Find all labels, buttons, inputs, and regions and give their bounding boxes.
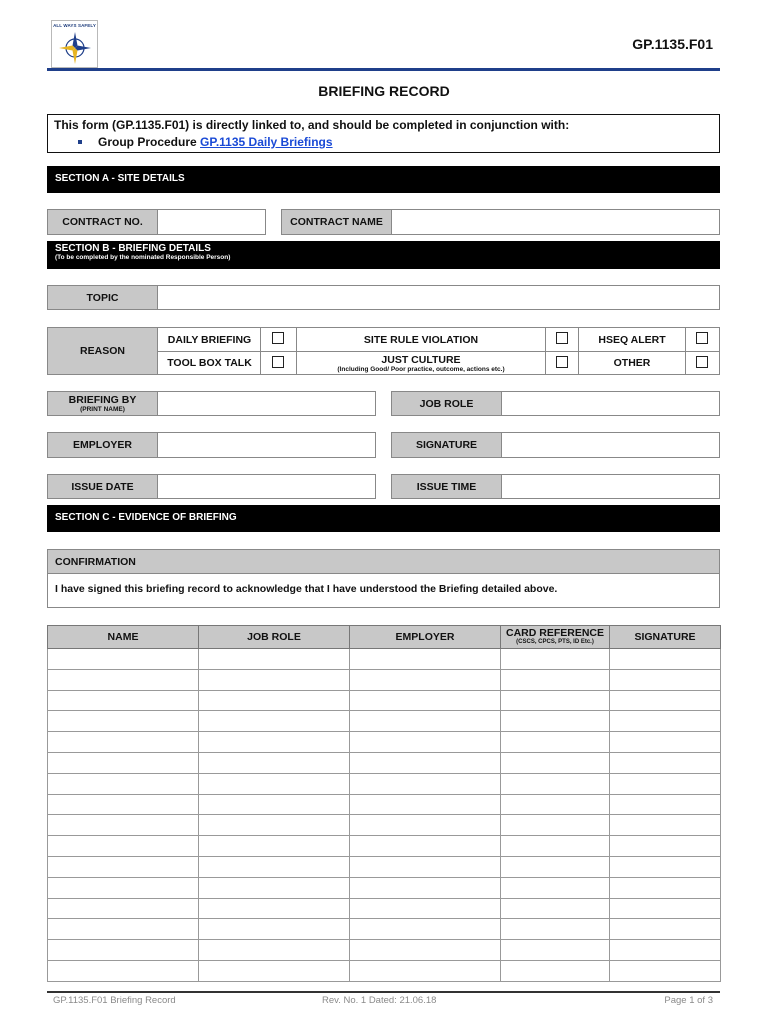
intro-bullet bbox=[78, 135, 333, 149]
document-code: GP.1135.F01 bbox=[632, 36, 713, 52]
table-cell-input[interactable] bbox=[199, 856, 350, 877]
just-culture-checkbox[interactable] bbox=[556, 356, 568, 368]
table-cell-input[interactable] bbox=[610, 732, 721, 753]
contract-no-field bbox=[47, 209, 266, 235]
table-cell-input[interactable] bbox=[199, 815, 350, 836]
contract-name-input[interactable] bbox=[392, 210, 719, 234]
table-cell-input[interactable] bbox=[48, 794, 199, 815]
table-cell-input[interactable] bbox=[199, 960, 350, 981]
table-cell-input[interactable] bbox=[48, 690, 199, 711]
table-cell-input[interactable] bbox=[610, 794, 721, 815]
footer-document-name: GP.1135.F01 Briefing Record bbox=[53, 995, 176, 1006]
table-cell-input[interactable] bbox=[501, 877, 610, 898]
table-cell-input[interactable] bbox=[501, 794, 610, 815]
contract-name-field bbox=[281, 209, 720, 235]
footer-revision: Rev. No. 1 Dated: 21.06.18 bbox=[322, 995, 437, 1006]
table-cell-input[interactable] bbox=[350, 877, 501, 898]
table-row bbox=[48, 752, 721, 773]
briefing-by-label-cell bbox=[48, 392, 158, 415]
table-cell-input[interactable] bbox=[48, 711, 199, 732]
col-job-role-header: JOB ROLE bbox=[199, 626, 350, 649]
table-cell-input[interactable] bbox=[199, 836, 350, 857]
table-cell-input[interactable] bbox=[199, 711, 350, 732]
table-cell-input[interactable] bbox=[48, 649, 199, 670]
table-cell-input[interactable] bbox=[610, 690, 721, 711]
section-b-title: SECTION B - BRIEFING DETAILS bbox=[55, 243, 211, 254]
compass-icon bbox=[58, 30, 92, 66]
table-row bbox=[48, 940, 721, 961]
table-cell-input[interactable] bbox=[501, 669, 610, 690]
table-cell-input[interactable] bbox=[48, 669, 199, 690]
job-role-field bbox=[391, 391, 720, 416]
confirmation-text: I have signed this briefing record to acknowledge that I have understood the Briefing detailed above. bbox=[55, 583, 558, 595]
confirmation-box bbox=[47, 549, 720, 608]
card-reference-label: CARD REFERENCE bbox=[505, 627, 604, 639]
attendance-table bbox=[47, 625, 721, 982]
intro-text: This form (GP.1135.F01) is directly linked to, and should be completed in conjunction with: bbox=[54, 118, 570, 132]
table-cell-input[interactable] bbox=[48, 815, 199, 836]
table-cell-input[interactable] bbox=[501, 960, 610, 981]
table-cell-input[interactable] bbox=[48, 960, 199, 981]
table-cell-input[interactable] bbox=[501, 898, 610, 919]
table-row bbox=[48, 711, 721, 732]
table-cell-input[interactable] bbox=[610, 815, 721, 836]
intro-box bbox=[47, 114, 720, 153]
table-cell-input[interactable] bbox=[199, 919, 350, 940]
table-cell-input[interactable] bbox=[501, 815, 610, 836]
table-cell-input[interactable] bbox=[48, 856, 199, 877]
table-cell-input[interactable] bbox=[350, 794, 501, 815]
col-name-header: NAME bbox=[48, 626, 199, 649]
table-cell-input[interactable] bbox=[350, 649, 501, 670]
table-cell-input[interactable] bbox=[610, 836, 721, 857]
card-reference-note: (CSCS, CPCS, PTS, ID Etc.) bbox=[516, 639, 594, 645]
table-row bbox=[48, 836, 721, 857]
signature-field bbox=[391, 432, 720, 458]
issue-time-label: ISSUE TIME bbox=[392, 475, 502, 498]
section-c-header bbox=[47, 505, 720, 532]
table-cell-input[interactable] bbox=[610, 898, 721, 919]
table-cell-input[interactable] bbox=[48, 773, 199, 794]
topic-label: TOPIC bbox=[48, 286, 158, 309]
table-cell-input[interactable] bbox=[501, 773, 610, 794]
option-just-culture bbox=[297, 352, 545, 374]
table-cell-input[interactable] bbox=[48, 752, 199, 773]
option-daily-briefing-label: DAILY BRIEFING bbox=[167, 333, 252, 346]
table-cell-input[interactable] bbox=[199, 669, 350, 690]
table-cell-input[interactable] bbox=[199, 794, 350, 815]
table-row bbox=[48, 669, 721, 690]
table-cell-input[interactable] bbox=[48, 919, 199, 940]
table-row bbox=[48, 877, 721, 898]
table-cell-input[interactable] bbox=[48, 940, 199, 961]
table-cell-input[interactable] bbox=[350, 669, 501, 690]
table-cell-input[interactable] bbox=[350, 773, 501, 794]
table-row bbox=[48, 690, 721, 711]
table-cell-input[interactable] bbox=[199, 649, 350, 670]
option-hseq-alert-label: HSEQ ALERT bbox=[598, 333, 666, 346]
job-role-input[interactable] bbox=[502, 392, 719, 415]
table-row bbox=[48, 856, 721, 877]
tool-box-talk-checkbox[interactable] bbox=[272, 356, 284, 368]
logo-text: ALL WAYS SAFELY bbox=[53, 23, 96, 28]
table-cell-input[interactable] bbox=[350, 711, 501, 732]
table-cell-input[interactable] bbox=[501, 940, 610, 961]
table-cell-input[interactable] bbox=[610, 669, 721, 690]
option-tool-box-talk-label: TOOL BOX TALK bbox=[167, 357, 252, 369]
table-row bbox=[48, 732, 721, 753]
table-row bbox=[48, 960, 721, 981]
table-cell-input[interactable] bbox=[610, 856, 721, 877]
topic-input[interactable] bbox=[158, 286, 719, 309]
reason-label: REASON bbox=[48, 328, 158, 374]
table-cell-input[interactable] bbox=[48, 898, 199, 919]
option-site-rule-violation-label: SITE RULE VIOLATION bbox=[363, 333, 479, 346]
reason-divider bbox=[260, 328, 261, 374]
section-b-header bbox=[47, 241, 720, 269]
table-cell-input[interactable] bbox=[48, 877, 199, 898]
col-signature-header: SIGNATURE bbox=[610, 626, 721, 649]
issue-date-input[interactable] bbox=[158, 475, 375, 498]
table-cell-input[interactable] bbox=[350, 836, 501, 857]
table-cell-input[interactable] bbox=[350, 898, 501, 919]
signature-label: SIGNATURE bbox=[392, 433, 502, 457]
table-cell-input[interactable] bbox=[199, 690, 350, 711]
table-cell-input[interactable] bbox=[350, 856, 501, 877]
table-cell-input[interactable] bbox=[48, 836, 199, 857]
procedure-link[interactable]: GP.1135 Daily Briefings bbox=[200, 135, 333, 149]
table-cell-input[interactable] bbox=[350, 940, 501, 961]
table-row bbox=[48, 773, 721, 794]
table-cell-input[interactable] bbox=[350, 919, 501, 940]
table-header-row bbox=[48, 626, 721, 649]
table-cell-input[interactable] bbox=[501, 690, 610, 711]
section-a-title: SECTION A - SITE DETAILS bbox=[55, 173, 185, 184]
table-cell-input[interactable] bbox=[501, 856, 610, 877]
briefing-by-field bbox=[47, 391, 376, 416]
col-card-reference-header bbox=[501, 626, 610, 649]
col-employer-header: EMPLOYER bbox=[350, 626, 501, 649]
section-c-title: SECTION C - EVIDENCE OF BRIEFING bbox=[55, 512, 237, 523]
table-cell-input[interactable] bbox=[350, 752, 501, 773]
table-cell-input[interactable] bbox=[199, 940, 350, 961]
table-cell-input[interactable] bbox=[501, 649, 610, 670]
table-cell-input[interactable] bbox=[350, 960, 501, 981]
table-cell-input[interactable] bbox=[610, 649, 721, 670]
table-cell-input[interactable] bbox=[501, 919, 610, 940]
confirmation-heading: CONFIRMATION bbox=[48, 550, 719, 574]
table-cell-input[interactable] bbox=[199, 898, 350, 919]
page-title: BRIEFING RECORD bbox=[318, 83, 450, 99]
table-cell-input[interactable] bbox=[501, 752, 610, 773]
reason-grid bbox=[47, 327, 720, 375]
job-role-label: JOB ROLE bbox=[392, 392, 502, 415]
contract-name-label: CONTRACT NAME bbox=[282, 210, 392, 234]
footer-rule bbox=[47, 991, 720, 993]
briefing-by-input[interactable] bbox=[158, 392, 375, 415]
table-row bbox=[48, 794, 721, 815]
contract-no-input[interactable] bbox=[158, 210, 265, 234]
bullet-square-icon bbox=[78, 140, 82, 144]
table-cell-input[interactable] bbox=[610, 940, 721, 961]
issue-date-label: ISSUE DATE bbox=[48, 475, 158, 498]
table-cell-input[interactable] bbox=[199, 773, 350, 794]
table-cell-input[interactable] bbox=[610, 711, 721, 732]
table-row bbox=[48, 919, 721, 940]
employer-label: EMPLOYER bbox=[48, 433, 158, 457]
table-cell-input[interactable] bbox=[501, 711, 610, 732]
table-row bbox=[48, 898, 721, 919]
issue-date-field bbox=[47, 474, 376, 499]
table-cell-input[interactable] bbox=[610, 919, 721, 940]
briefing-by-note: (PRINT NAME) bbox=[80, 406, 125, 413]
table-cell-input[interactable] bbox=[199, 877, 350, 898]
employer-field bbox=[47, 432, 376, 458]
table-cell-input[interactable] bbox=[350, 690, 501, 711]
table-row bbox=[48, 815, 721, 836]
table-cell-input[interactable] bbox=[610, 877, 721, 898]
table-cell-input[interactable] bbox=[350, 815, 501, 836]
table-cell-input[interactable] bbox=[199, 732, 350, 753]
table-cell-input[interactable] bbox=[350, 732, 501, 753]
employer-input[interactable] bbox=[158, 433, 375, 457]
reason-divider bbox=[545, 328, 546, 374]
table-cell-input[interactable] bbox=[610, 960, 721, 981]
option-other-label: OTHER bbox=[613, 357, 651, 369]
signature-input[interactable] bbox=[502, 433, 719, 457]
footer-page-number: Page 1 of 3 bbox=[664, 995, 713, 1006]
option-just-culture-label: JUST CULTURE bbox=[381, 353, 461, 366]
reason-divider bbox=[685, 328, 686, 374]
other-checkbox[interactable] bbox=[696, 356, 708, 368]
site-rule-violation-checkbox[interactable] bbox=[556, 332, 568, 344]
contract-no-label: CONTRACT NO. bbox=[48, 210, 158, 234]
table-cell-input[interactable] bbox=[199, 752, 350, 773]
company-logo bbox=[51, 20, 98, 68]
table-cell-input[interactable] bbox=[501, 732, 610, 753]
table-row bbox=[48, 649, 721, 670]
topic-field bbox=[47, 285, 720, 310]
issue-time-field bbox=[391, 474, 720, 499]
briefing-by-label: BRIEFING BY bbox=[68, 394, 137, 406]
issue-time-input[interactable] bbox=[502, 475, 719, 498]
option-just-culture-note: (Including Good/ Poor practice, outcome, actions etc.) bbox=[337, 365, 505, 373]
hseq-alert-checkbox[interactable] bbox=[696, 332, 708, 344]
table-cell-input[interactable] bbox=[610, 773, 721, 794]
section-a-header bbox=[47, 166, 720, 193]
bullet-prefix: Group Procedure bbox=[98, 135, 201, 149]
table-cell-input[interactable] bbox=[610, 752, 721, 773]
header-rule bbox=[47, 68, 720, 71]
daily-briefing-checkbox[interactable] bbox=[272, 332, 284, 344]
section-b-subtitle: (To be completed by the nominated Responsible Person) bbox=[55, 254, 231, 261]
table-cell-input[interactable] bbox=[48, 732, 199, 753]
table-cell-input[interactable] bbox=[501, 836, 610, 857]
